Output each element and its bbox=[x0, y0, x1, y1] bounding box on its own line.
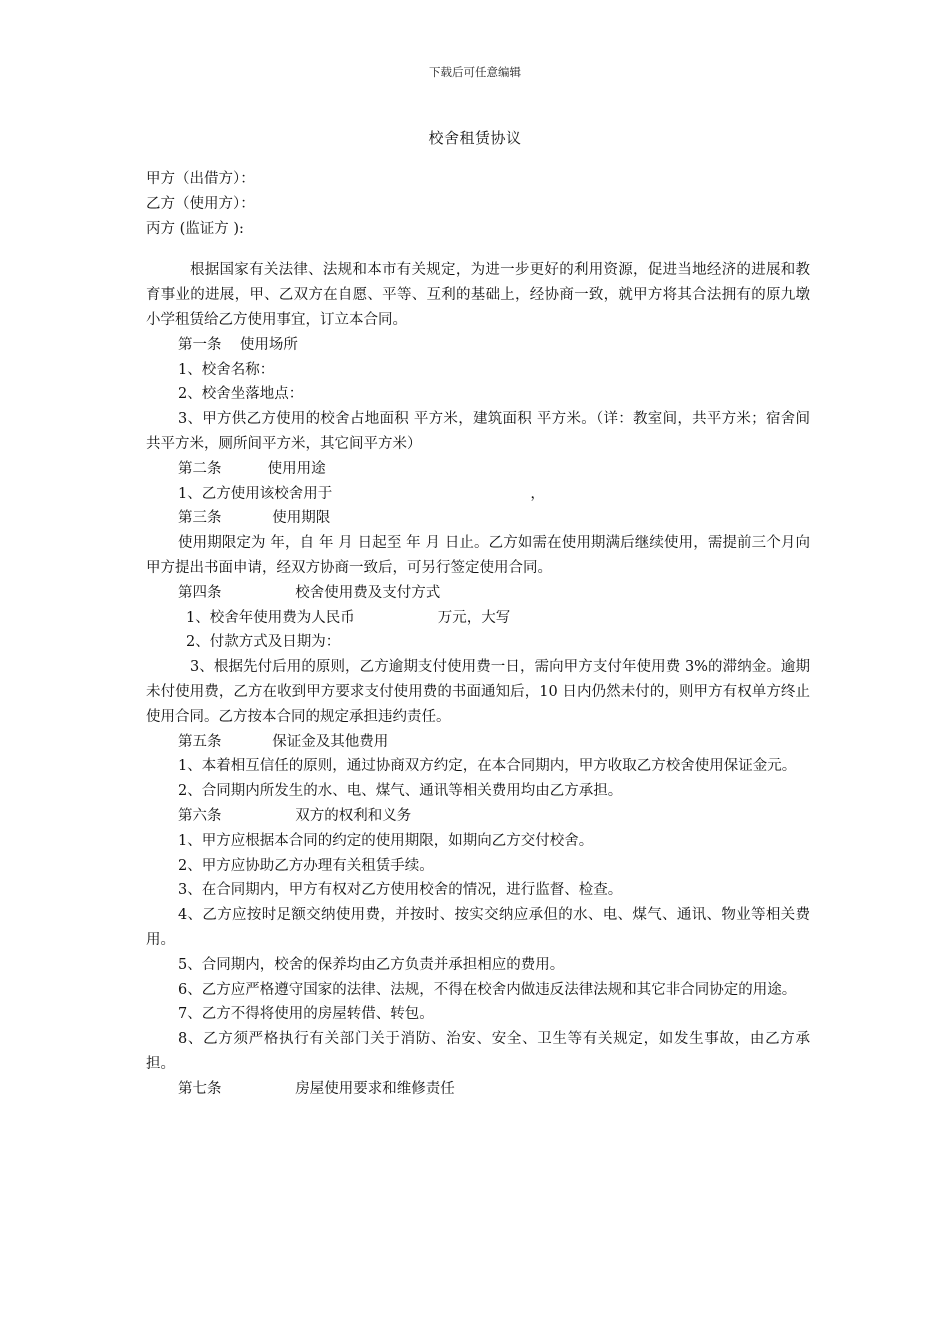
article-4-heading: 第四条 校舍使用费及支付方式 bbox=[178, 584, 441, 601]
article-1-item: 3、甲方供乙方使用的校舍占地面积 平方米，建筑面积 平方米。（详：教室间，共平方米；宿舍间共平方米，厕所间平方米，其它间平方米） bbox=[146, 411, 810, 452]
article-6-item: 7、乙方不得将使用的房屋转借、转包。 bbox=[178, 1006, 434, 1023]
article-4-item: 3、根据先付后用的原则，乙方逾期支付使用费一日，需向甲方支付年使用费 3%的滞纳金。逾期未付使用费，乙方在收到甲方要求支付使用费的书面通知后，10 日内仍然未付的，则甲方有权单方终止使用合同。乙方按本合同的规定承担违约责任。 bbox=[146, 659, 810, 725]
preamble-paragraph: 根据国家有关法律、法规和本市有关规定，为进一步更好的利用资源，促进当地经济的进展和教育事业的进展，甲、乙双方在自愿、平等、互利的基础上，经协商一致，就甲方将其合法拥有的原九墩小学租赁给乙方使用事宜，订立本合同。 bbox=[146, 262, 810, 328]
document-title: 校舍租赁协议 bbox=[428, 129, 522, 147]
article-6-item: 1、甲方应根据本合同的约定的使用期限，如期向乙方交付校舍。 bbox=[178, 832, 594, 849]
party-a: 甲方（出借方）： bbox=[146, 171, 255, 187]
header-note: 下载后可任意编辑 bbox=[429, 65, 521, 79]
article-6-heading: 第六条 双方的权利和义务 bbox=[178, 807, 412, 824]
article-1-item: 1、校舍名称： bbox=[178, 361, 275, 378]
article-5-heading: 第五条 保证金及其他费用 bbox=[178, 733, 389, 750]
article-6-item: 3、在合同期内，甲方有权对乙方使用校舍的情况，进行监督、检查。 bbox=[178, 882, 623, 899]
article-2-heading: 第二条 使用用途 bbox=[178, 460, 326, 477]
document-body bbox=[146, 167, 810, 1101]
article-6-item: 6、乙方应严格遵守国家的法律、法规，不得在校舍内做违反法律法规和其它非合同协定的用途。 bbox=[178, 981, 797, 998]
article-7-heading: 第七条 房屋使用要求和维修责任 bbox=[178, 1080, 455, 1097]
article-6-item: 5、合同期内，校舍的保养均由乙方负责并承担相应的费用。 bbox=[178, 956, 565, 973]
party-b: 乙方（使用方）： bbox=[146, 195, 255, 212]
party-c: 丙方 (监证方 ): bbox=[146, 220, 244, 237]
article-1-heading: 第一条 使用场所 bbox=[178, 336, 298, 353]
article-3-heading: 第三条 使用期限 bbox=[178, 510, 331, 527]
article-1-item: 2、校舍坐落地点： bbox=[178, 386, 304, 403]
article-3-text: 使用期限定为 年，自 年 月 日起至 年 月 日止。乙方如需在使用期满后继续使用，需提前三个月向甲方提出书面申请，经双方协商一致后，可另行签定使用合同。 bbox=[146, 535, 810, 576]
article-5-item: 1、本着相互信任的原则，通过协商双方约定，在本合同期内，甲方收取乙方校舍使用保证金元。 bbox=[178, 758, 797, 775]
article-6-item: 4、乙方应按时足额交纳使用费，并按时、按实交纳应承但的水、电、煤气、通讯、物业等相关费用。 bbox=[146, 907, 810, 948]
article-6-item: 8、乙方须严格执行有关部门关于消防、治安、安全、卫生等有关规定，如发生事故，由乙方承担。 bbox=[146, 1031, 810, 1072]
article-4-item: 2、付款方式及日期为： bbox=[186, 634, 341, 651]
article-5-item: 2、合同期内所发生的水、电、煤气、通讯等相关费用均由乙方承担。 bbox=[178, 783, 623, 800]
article-4-item: 1、校舍年使用费为人民币 万元，大写 bbox=[186, 609, 511, 626]
article-2-item: 1、乙方使用该校舍用于 ， bbox=[178, 485, 545, 502]
article-6-item: 2、甲方应协助乙方办理有关租赁手续。 bbox=[178, 857, 434, 874]
